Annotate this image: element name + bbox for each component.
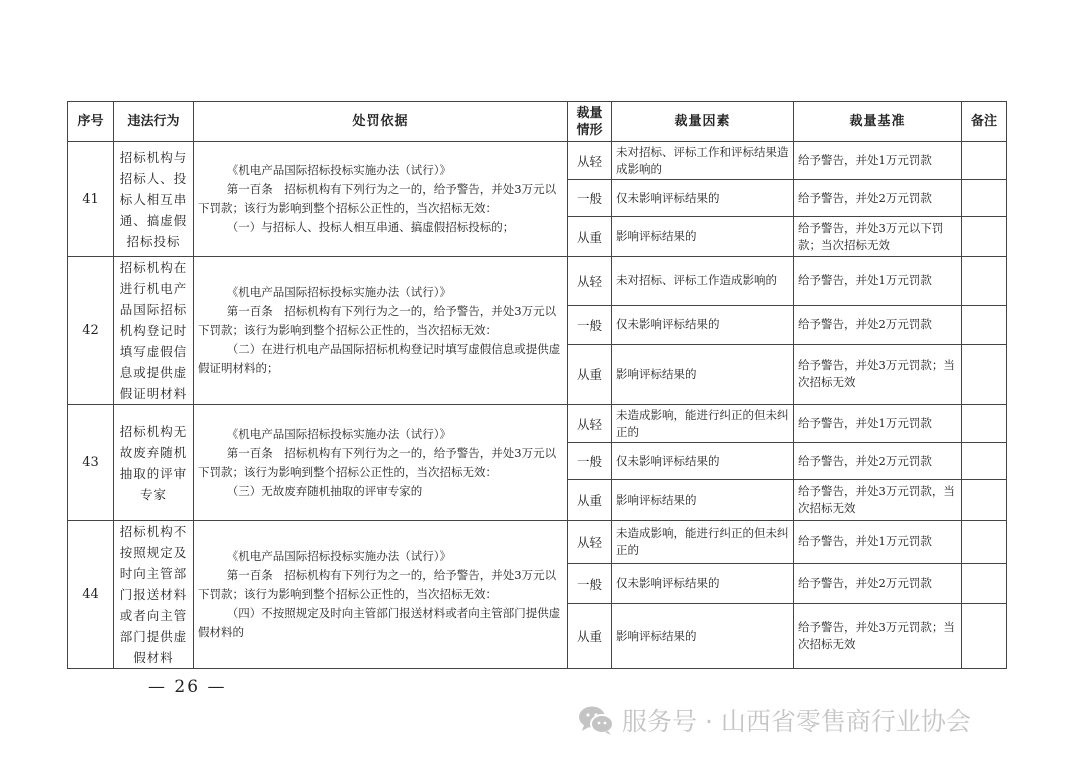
remark-cell [962,563,1007,604]
remark-cell [962,180,1007,217]
basis-law: 《机电产品国际招标投标实施办法（试行）》 [226,549,451,563]
basis-item: （二）在进行机电产品国际招标机构登记时填写虚假信息或提供虚假证明材料的； [198,342,561,375]
level-cell: 从轻 [568,405,612,443]
factor-cell: 未造成影响，能进行纠正的但未纠正的 [612,405,794,443]
basis-item: （一）与招标人、投标人相互串通、搞虚假招标投标的； [226,220,515,234]
factor-cell: 仅未影响评标结果的 [612,563,794,604]
standard-cell: 给予警告，并处1万元罚款 [794,142,962,180]
row-violation: 招标机构不按照规定及时向主管部门报送材料或者向主管部门提供虚假材料 [114,521,194,669]
remark-cell [962,480,1007,521]
factor-cell: 未对招标、评标工作和评标结果造成影响的 [612,142,794,180]
remark-cell [962,217,1007,257]
level-cell: 从重 [568,604,612,669]
watermark-text: 服务号 · 山西省零售商行业协会 [622,707,971,736]
standard-cell: 给予警告，并处2万元罚款 [794,305,962,344]
standard-cell: 给予警告，并处2万元罚款 [794,443,962,480]
page-number: — 26 — [148,677,227,697]
header-basis: 处罚依据 [194,102,568,142]
factor-cell: 影响评标结果的 [612,344,794,404]
header-row [68,102,1007,142]
remark-cell [962,405,1007,443]
factor-cell: 影响评标结果的 [612,217,794,257]
level-cell: 从轻 [568,521,612,564]
factor-cell: 影响评标结果的 [612,480,794,521]
penalty-discretion-table [67,101,1007,669]
standard-cell: 给予警告，并处2万元罚款 [794,563,962,604]
basis-article: 第一百条 招标机构有下列行为之一的，给予警告，并处3万元以下罚款；该行为影响到整个招标公正性的，当次招标无效： [198,445,557,479]
level-cell: 一般 [568,443,612,480]
row-basis [194,521,568,669]
standard-cell: 给予警告，并处1万元罚款 [794,521,962,564]
header-violation: 违法行为 [114,102,194,142]
level-cell: 一般 [568,563,612,604]
factor-cell: 影响评标结果的 [612,604,794,669]
factor-cell: 仅未影响评标结果的 [612,443,794,480]
level-cell: 从重 [568,480,612,521]
wechat-icon [578,705,614,735]
table-row [68,521,1007,564]
level-cell: 从轻 [568,257,612,306]
row-seq: 42 [68,257,114,405]
row-seq: 43 [68,405,114,521]
remark-cell [962,443,1007,480]
table-row [68,257,1007,306]
factor-cell: 仅未影响评标结果的 [612,180,794,217]
remark-cell [962,305,1007,344]
row-violation: 招标机构无故废弃随机抽取的评审专家 [114,405,194,521]
remark-cell [962,604,1007,669]
standard-cell: 给予警告，并处2万元罚款 [794,180,962,217]
row-violation: 招标机构在进行机电产品国际招标机构登记时填写虚假信息或提供虚假证明材料 [114,257,194,405]
standard-cell: 给予警告，并处1万元罚款 [794,257,962,306]
level-cell: 从轻 [568,142,612,180]
basis-law: 《机电产品国际招标投标实施办法（试行）》 [226,163,451,177]
level-cell: 从重 [568,217,612,257]
factor-cell: 未对招标、评标工作造成影响的 [612,257,794,306]
header-factor: 裁量因素 [612,102,794,142]
header-remark: 备注 [962,102,1007,142]
standard-cell: 给予警告，并处1万元罚款 [794,405,962,443]
remark-cell [962,257,1007,306]
row-violation: 招标机构与招标人、投标人相互串通、搞虚假招标投标 [114,142,194,257]
remark-cell [962,142,1007,180]
basis-article: 第一百条 招标机构有下列行为之一的，给予警告，并处3万元以下罚款；该行为影响到整个招标公正性的，当次招标无效： [198,304,557,337]
account-watermark [578,702,971,738]
basis-item: （三）无故废弃随机抽取的评审专家的 [226,483,423,498]
basis-law: 《机电产品国际招标投标实施办法（试行）》 [226,426,451,441]
table-row [68,405,1007,443]
remark-cell [962,344,1007,404]
factor-cell: 仅未影响评标结果的 [612,305,794,344]
row-basis [194,405,568,521]
basis-item: （四）不按照规定及时向主管部门报送材料或者向主管部门提供虚假材料的 [198,606,561,639]
basis-law: 《机电产品国际招标投标实施办法（试行）》 [226,285,451,299]
row-seq: 41 [68,142,114,257]
level-cell: 从重 [568,344,612,404]
standard-cell: 给予警告，并处3万元罚款；当次招标无效 [794,344,962,404]
standard-cell: 给予警告，并处3万元以下罚款；当次招标无效 [794,217,962,257]
header-seq: 序号 [68,102,114,142]
header-standard: 裁量基准 [794,102,962,142]
level-cell: 一般 [568,180,612,217]
table-row [68,142,1007,180]
standard-cell: 给予警告，并处3万元罚款，当次招标无效 [794,480,962,521]
basis-article: 第一百条 招标机构有下列行为之一的，给予警告，并处3万元以下罚款；该行为影响到整个招标公正性的，当次招标无效： [198,182,557,215]
level-cell: 一般 [568,305,612,344]
basis-article: 第一百条 招标机构有下列行为之一的，给予警告，并处3万元以下罚款；该行为影响到整个招标公正性的，当次招标无效： [198,568,557,601]
row-basis [194,257,568,405]
standard-cell: 给予警告，并处3万元罚款；当次招标无效 [794,604,962,669]
row-seq: 44 [68,521,114,669]
row-basis [194,142,568,257]
remark-cell [962,521,1007,564]
header-level: 裁量情形 [568,102,612,142]
factor-cell: 未造成影响，能进行纠正的但未纠正的 [612,521,794,564]
